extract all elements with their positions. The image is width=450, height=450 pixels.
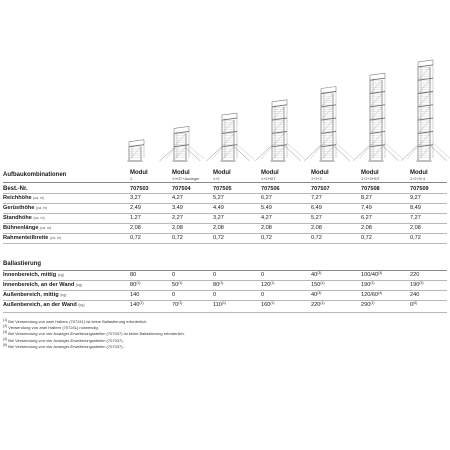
module-header [130,170,148,182]
table-cell [410,302,417,309]
module-combo: 1+KIT+Ausleger [172,177,200,181]
footnote-mark: (1) [320,281,325,285]
table-cell [261,272,264,279]
scaffold-illustrations [0,0,450,190]
scaffold-tower-icon [160,126,205,161]
table-cell: 6,27 [261,195,272,201]
table-cell: 2,08 [261,225,272,231]
table-cell: 0,72 [130,235,141,241]
row-label-text: Innenbereich, an der Wand [3,282,75,288]
cell-value: 100/40 [361,272,379,278]
cell-value: 0 [410,302,414,308]
table-cell [361,282,375,289]
cell-value: 80 [130,282,137,288]
cell-value: 0 [213,272,217,278]
cell-value: 40 [311,272,318,278]
row-unit: (ca. m) [33,196,45,200]
module-combo: 1+2+3+KIT [361,177,380,181]
table-cell [410,272,419,279]
table-cell [130,302,144,309]
row-label [3,205,47,212]
row-label-text: Standhöhe [3,215,32,221]
table-cell: 7,49 [361,205,372,211]
cell-value: 0 [261,272,265,278]
table-cell [311,292,321,299]
row-unit: (kg) [60,293,67,297]
cell-value: 290 [361,302,371,308]
cell-value: 40 [311,292,318,298]
scaffold-tower-icon [128,140,145,161]
table-cell [213,302,226,309]
footnote-mark: (1) [270,281,275,285]
table-cell [213,282,223,289]
module-name: Modul [410,170,428,176]
table-cell: 0,72 [361,235,372,241]
cell-value: 160 [261,302,271,308]
footnote-mark: (1) [221,301,227,305]
order-number: 707506 [261,186,280,192]
order-number: 707509 [410,186,429,192]
footnote-mark: (1) [219,281,224,285]
row-unit: (ca. m) [33,216,45,220]
scaffold-tower-icon [401,60,450,161]
section-title-ballast: Ballastierung [3,261,42,267]
table-divider [3,223,447,224]
table-cell: 2,08 [361,225,372,231]
table-cell [261,302,275,309]
row-unit: (ca. m) [40,226,52,230]
row-label-text: Bühnenlänge [3,225,39,231]
footnote-text: Bei Verwendung von vier Ausleger-Erweiterungsstellen (707037). [8,343,124,349]
table-cell: 2,08 [213,225,224,231]
table-cell [130,272,136,279]
table-cell: 5,27 [213,195,224,201]
module-name: Modul [172,170,190,176]
module-header [213,170,231,182]
table-cell: 2,08 [172,225,183,231]
cell-value: 220 [311,302,321,308]
cell-value: 140 [130,292,140,298]
table-cell: 3,49 [172,205,183,211]
footnote-mark: (1) [370,301,375,305]
row-unit: (kg) [75,283,83,287]
footnote-mark: (1) [270,301,275,305]
footnote [3,319,147,324]
table-divider [3,233,447,234]
footnote-mark: (5) [3,342,8,347]
footnote-mark: (4) [378,291,383,295]
footnote-text: Bei Verwendung von vier Ausleger-Erweiterungsstellen (707037). [8,337,124,343]
row-label [3,195,44,202]
table-cell [361,292,382,299]
table-cell: 2,08 [410,225,421,231]
row-label-text: Außenbereich, an der Wand [3,302,77,308]
module-header [311,170,329,182]
row-label-text: Außenbereich, mittig [3,292,59,298]
module-header [261,170,279,182]
module-name: Modul [130,170,148,176]
row-label-text: Rahmenteilbreite [3,235,49,241]
module-name: Modul [311,170,329,176]
order-number: 707508 [361,186,380,192]
footnote-mark: (3) [3,330,8,335]
order-number-label: Best.-Nr. [3,186,28,192]
footnote-text: Verwendung von zwei Haltern (707241) notwendig. [8,325,99,331]
order-number: 707505 [213,186,232,192]
cell-value: 80 [130,272,137,278]
table-cell: 0,72 [172,235,183,241]
cell-value: 150 [311,282,321,288]
table-cell: 2,08 [311,225,322,231]
module-combo: 1+2+KIT [261,177,276,181]
footnote-mark: (3) [317,291,322,295]
row-label-text: Gerüsthöhe [3,205,35,211]
footnote-mark: (4) [378,271,383,275]
cell-value: 140 [130,302,140,308]
table-cell [213,272,216,279]
footnote-mark: (4) [3,336,8,341]
table-cell: 3,27 [130,195,141,201]
row-unit: (ca. m) [49,236,62,240]
table-cell: 5,49 [261,205,272,211]
table-cell: 4,27 [261,215,272,221]
footnote-mark: (2) [3,324,8,329]
table-cell: 0,72 [410,235,421,241]
table-cell: 8,27 [361,195,372,201]
module-combo: 1+2+3+4 [410,177,426,181]
table-cell: 4,27 [172,195,183,201]
cell-value: 190 [410,282,420,288]
row-label [3,272,64,279]
order-number: 707503 [130,186,149,192]
footnote-mark: (1) [178,281,183,285]
footnote-text: Bei Verwendung von vier Ausleger-Erweiterungsstellen (707037) ist keine Ballastierung erforderlich. [8,331,185,337]
cell-value: 0 [213,292,217,298]
table-cell: 2,49 [130,205,141,211]
footnote-mark: (1) [136,281,141,285]
module-combo: 1+2+3 [311,177,322,181]
footnote [3,325,99,330]
cell-value: 240 [410,292,420,298]
cell-value: 110 [213,302,222,308]
table-cell: 7,27 [311,195,322,201]
row-label [3,225,51,232]
cell-value: 120 [261,282,271,288]
table-cell: 2,08 [130,225,141,231]
table-cell: 9,27 [410,195,421,201]
table-divider [3,280,447,281]
table-divider [3,243,447,244]
table-cell: 8,49 [410,205,421,211]
module-name: Modul [261,170,279,176]
footnote-mark: (3) [317,271,322,275]
table-divider [3,182,447,183]
table-cell [311,272,321,279]
table-cell: 7,27 [410,215,421,221]
module-combo: 1 [130,177,133,181]
cell-value: 0 [172,272,176,278]
module-combo: 1+2 [213,177,220,181]
table-cell: 4,49 [213,205,224,211]
table-cell [130,282,140,289]
table-cell [261,292,264,299]
scaffold-tower-icon [255,100,305,161]
table-divider [3,193,447,194]
table-cell [410,282,424,289]
cell-value: 220 [410,272,420,278]
scaffold-tower-icon [353,73,403,161]
footnote-mark: (1) [370,281,375,285]
scaffold-tower-icon [206,113,253,161]
table-cell: 3,27 [213,215,224,221]
table-cell [311,282,325,289]
footnote [3,338,124,343]
table-cell [361,302,375,309]
row-label [3,292,66,299]
table-divider [3,203,447,204]
footnote-mark: (1) [320,301,325,305]
row-label [3,302,85,309]
table-cell: 0,72 [261,235,272,241]
module-name: Modul [361,170,379,176]
table-cell: 0,72 [213,235,224,241]
table-cell: 6,49 [311,205,322,211]
table-divider [3,213,447,214]
cell-value: 190 [361,282,371,288]
table-cell: 2,27 [172,215,183,221]
row-label [3,235,61,242]
module-header [172,170,199,182]
table-cell [172,302,182,309]
cell-value: 0 [261,292,265,298]
order-number: 707507 [311,186,330,192]
footnote-mark: (1) [178,301,183,305]
table-cell [311,302,325,309]
footnote [3,344,124,349]
footnote-mark: (1) [139,301,144,305]
row-unit: (kg) [57,273,64,277]
cell-value: 50 [172,282,179,288]
row-label-text: Reichhöhe [3,195,32,201]
row-label-text: Innenbereich, mittig [3,272,57,278]
table-cell [172,282,182,289]
order-number: 707504 [172,186,191,192]
table-cell [410,292,419,299]
scaffold-tower-icon [304,87,354,162]
table-cell: 0,72 [311,235,322,241]
footnote [3,331,185,336]
cell-value: 0 [172,292,176,298]
cell-value: 80 [213,282,220,288]
table-cell: 5,27 [311,215,322,221]
cell-value: 120/60 [361,292,379,298]
row-unit: (ca. m) [35,206,48,210]
row-label [3,282,82,289]
module-name: Modul [213,170,231,176]
footnote-mark: (5) [413,301,418,305]
table-cell: 1,27 [130,215,141,221]
table-cell: 6,27 [361,215,372,221]
module-header [410,170,428,182]
table-cell [172,292,175,299]
footnote-mark: (2) [419,281,424,285]
table-cell [361,272,382,279]
table-cell [172,272,175,279]
row-unit: (kg) [78,303,85,307]
row-label [3,215,45,222]
footnote-mark: (1) [3,318,8,322]
table-cell [261,282,275,289]
footnote-text: Bei Verwendung von zwei Haltern (707241) ist keine Ballastierung erforderlich. [8,319,148,324]
table-cell [213,292,216,299]
module-header [361,170,380,182]
cell-value: 70 [172,302,179,308]
section-title-aufbau: Aufbaukombinationen [3,172,67,178]
table-divider [3,312,447,313]
table-cell [130,292,139,299]
